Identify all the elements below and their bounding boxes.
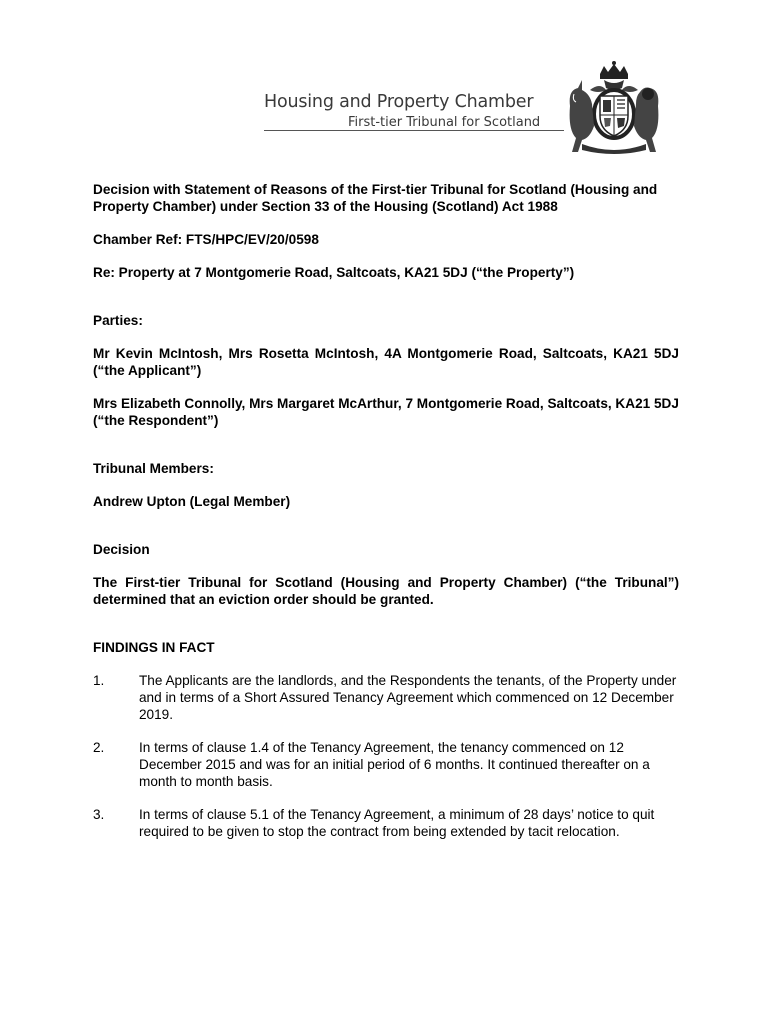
finding-text: The Applicants are the landlords, and the Respondents the tenants, of the Property under and in terms of a Short Assured Tenancy Agreement which commenced on 12 December 2019. <box>139 673 677 722</box>
brand-block <box>264 92 554 130</box>
findings-heading: FINDINGS IN FACT <box>93 640 215 655</box>
parties-heading: Parties: <box>93 313 143 328</box>
brand-title: Housing and Property Chamber <box>264 92 534 112</box>
finding-number: 1. <box>93 673 105 688</box>
tribunal-member: Andrew Upton (Legal Member) <box>93 494 291 509</box>
list-item <box>93 806 679 840</box>
finding-number: 2. <box>93 740 105 755</box>
decision-text: The First-tier Tribunal for Scotland (Housing and Property Chamber) (“the Tribunal”) determined that an eviction order should be granted. <box>93 575 679 607</box>
findings-list <box>93 672 679 840</box>
list-item <box>93 739 679 790</box>
document-body <box>93 181 679 840</box>
decision-heading: Decision <box>93 542 150 557</box>
brand-subtitle: First-tier Tribunal for Scotland <box>348 115 541 130</box>
chamber-reference: Chamber Ref: FTS/HPC/EV/20/0598 <box>93 232 319 247</box>
respondent-party: Mrs Elizabeth Connolly, Mrs Margaret McArthur, 7 Montgomerie Road, Saltcoats, KA21 5DJ (“the Respondent”) <box>93 396 679 428</box>
brand-underline <box>264 130 564 131</box>
finding-text: In terms of clause 1.4 of the Tenancy Agreement, the tenancy commenced on 12 December 2015 and was for an initial period of 6 months. It continued thereafter on a month to month basis. <box>139 740 650 789</box>
finding-text: In terms of clause 5.1 of the Tenancy Agreement, a minimum of 28 days’ notice to quit required to be given to stop the contract from being extended by tacit relocation. <box>139 807 655 839</box>
finding-number: 3. <box>93 807 105 822</box>
royal-coat-of-arms-icon <box>560 60 668 158</box>
page-header <box>264 60 674 160</box>
property-reference: Re: Property at 7 Montgomerie Road, Saltcoats, KA21 5DJ (“the Property”) <box>93 265 575 280</box>
document-heading: Decision with Statement of Reasons of the First-tier Tribunal for Scotland (Housing and Property Chamber) under Section 33 of the Housing (Scotland) Act 1988 <box>93 182 658 214</box>
applicant-party: Mr Kevin McIntosh, Mrs Rosetta McIntosh, 4A Montgomerie Road, Saltcoats, KA21 5DJ (“the Applicant”) <box>93 346 679 378</box>
list-item <box>93 672 679 723</box>
tribunal-members-heading: Tribunal Members: <box>93 461 214 476</box>
